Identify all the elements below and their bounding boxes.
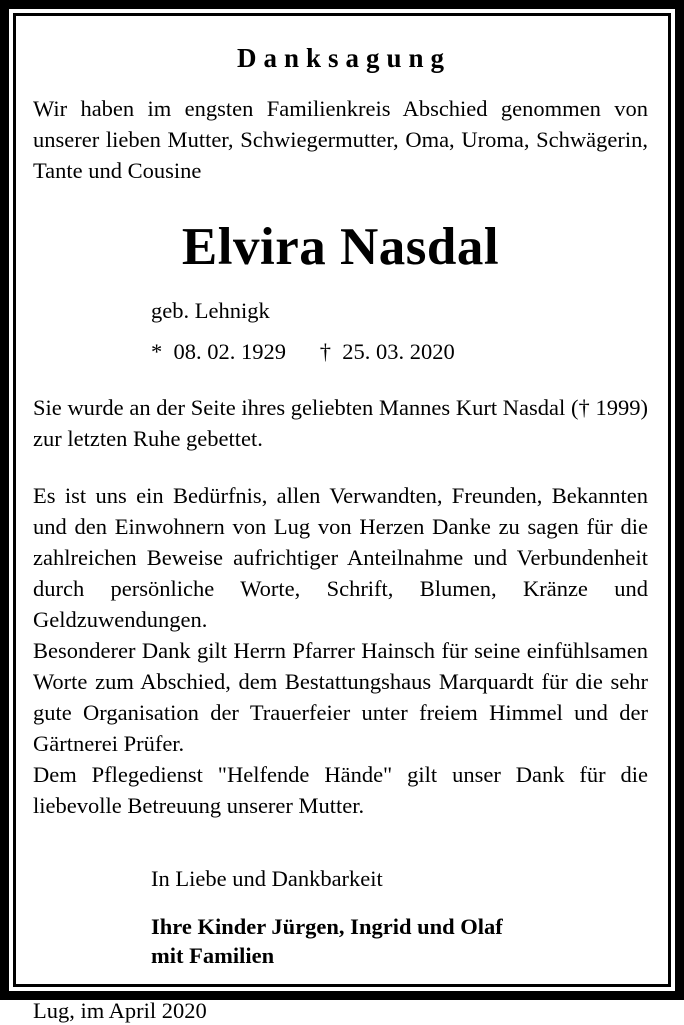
signatories (151, 912, 648, 970)
closing-sentiment: In Liebe und Dankbarkeit (151, 866, 383, 892)
signatories-line-2: mit Familien (151, 943, 275, 969)
intro-paragraph: Wir haben im engsten Familienkreis Abschied genommen von unserer lieben Mutter, Schwiegermutter, Oma, Uroma, Schwägerin, Tante und Cousine (33, 95, 648, 183)
maiden-name: geb. Lehnigk (151, 298, 270, 324)
thanks-paragraph-1: Es ist uns ein Bedürfnis, allen Verwandten, Freunden, Bekannten und den Einwohnern von Lug von Herzen Danke zu sagen für die zahlreichen Beweise aufrichtiger Anteilnahme und Verbundenheit durch persönliche Worte, Schrift, Blumen, Kränze und Geldzuwendungen. (33, 483, 648, 633)
notice-headline: Danksagung (236, 43, 452, 73)
notice-content (16, 16, 668, 1024)
deceased-name: Elvira Nasdal (181, 217, 500, 276)
burial-note-paragraph: Sie wurde an der Seite ihres geliebten Mannes Kurt Nasdal († 1999) zur letzten Ruhe gebettet. (33, 395, 648, 452)
life-dates: * 08. 02. 1929 † 25. 03. 2020 (151, 339, 455, 365)
notice-inner-border (13, 13, 671, 1024)
thanks-paragraph-3: Dem Pflegedienst "Helfende Hände" gilt unser Dank für die liebevolle Betreuung unserer Mutter. (33, 762, 648, 819)
place-and-date: Lug, im April 2020 (33, 998, 207, 1024)
thanks-paragraph-2: Besonderer Dank gilt Herrn Pfarrer Hainsch für seine einfühlsamen Worte zum Abschied, dem Bestattungshaus Marquardt für die sehr gute Organisation der Trauerfeier unter freiem Himmel und der Gärtnerei Prüfer. (33, 638, 648, 757)
signatories-line-1: Ihre Kinder Jürgen, Ingrid und Olaf (151, 914, 503, 940)
notice-frame-gap (9, 9, 675, 1024)
